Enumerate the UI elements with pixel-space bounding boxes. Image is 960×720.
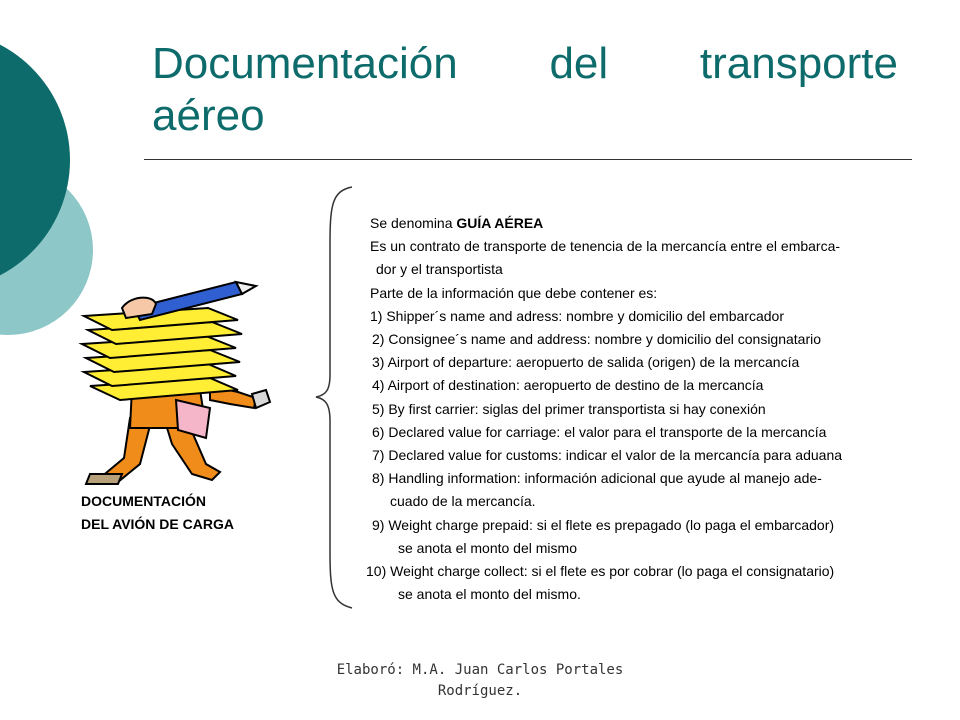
content-line: Es un contrato de transporte de tenencia de la mercancía entre el embarca- [370, 238, 841, 255]
list-item: 1) Shipper´s name and adress: nombre y domicilio del embarcador [370, 307, 784, 324]
list-item: 3) Airport of departure: aeropuerto de salida (origen) de la mercancía [372, 354, 800, 371]
label-line: DOCUMENTACIÓN [81, 493, 206, 509]
title-word: del [549, 39, 609, 88]
list-item-continuation: se anota el monto del mismo [398, 539, 577, 556]
person-carrying-documents-icon [60, 268, 300, 488]
title-word: transporte [699, 39, 898, 88]
label-line: DEL AVIÓN DE CARGA [81, 516, 234, 532]
footer-line: Elaboró: M.A. Juan Carlos Portales [336, 662, 624, 678]
title-line-1 [152, 38, 898, 90]
intro-line: Se denomina GUÍA AÉREA [370, 215, 544, 231]
curly-brace [312, 185, 358, 610]
content-line: dor y el transportista [376, 261, 503, 278]
list-item: 7) Declared value for customs: indicar el valor de la mercancía para aduana [372, 447, 843, 464]
list-item: 4) Airport of destination: aeropuerto de destino de la mercancía [372, 377, 764, 394]
list-item: 10) Weight charge collect: si el flete es por cobrar (lo paga el consignatario) [366, 563, 835, 580]
list-item-continuation: se anota el monto del mismo. [398, 586, 581, 603]
documentation-label [81, 490, 234, 536]
list-item: 5) By first carrier: siglas del primer transportista si hay conexión [372, 400, 766, 417]
guia-aerea-description [364, 212, 924, 606]
list-item-continuation: cuado de la mercancía. [390, 493, 536, 510]
title-line-2: aéreo [152, 91, 265, 140]
guia-aerea-term: GUÍA AÉREA [456, 215, 544, 231]
author-footer [330, 660, 630, 702]
list-item: 2) Consignee´s name and address: nombre y domicilio del consignatario [372, 331, 822, 348]
title-word: Documentación [152, 39, 458, 88]
list-item: 6) Declared value for carriage: el valor para el transporte de la mercancía [372, 423, 827, 440]
list-item: 9) Weight charge prepaid: si el flete es prepagado (lo paga el embarcador) [372, 516, 835, 533]
list-item: 8) Handling information: información adicional que ayude al manejo ade- [372, 470, 822, 487]
slide-title [152, 38, 898, 142]
footer-line: Rodríguez. [437, 683, 523, 699]
title-divider [144, 159, 912, 160]
content-line: Parte de la información que debe contener es: [370, 284, 658, 301]
